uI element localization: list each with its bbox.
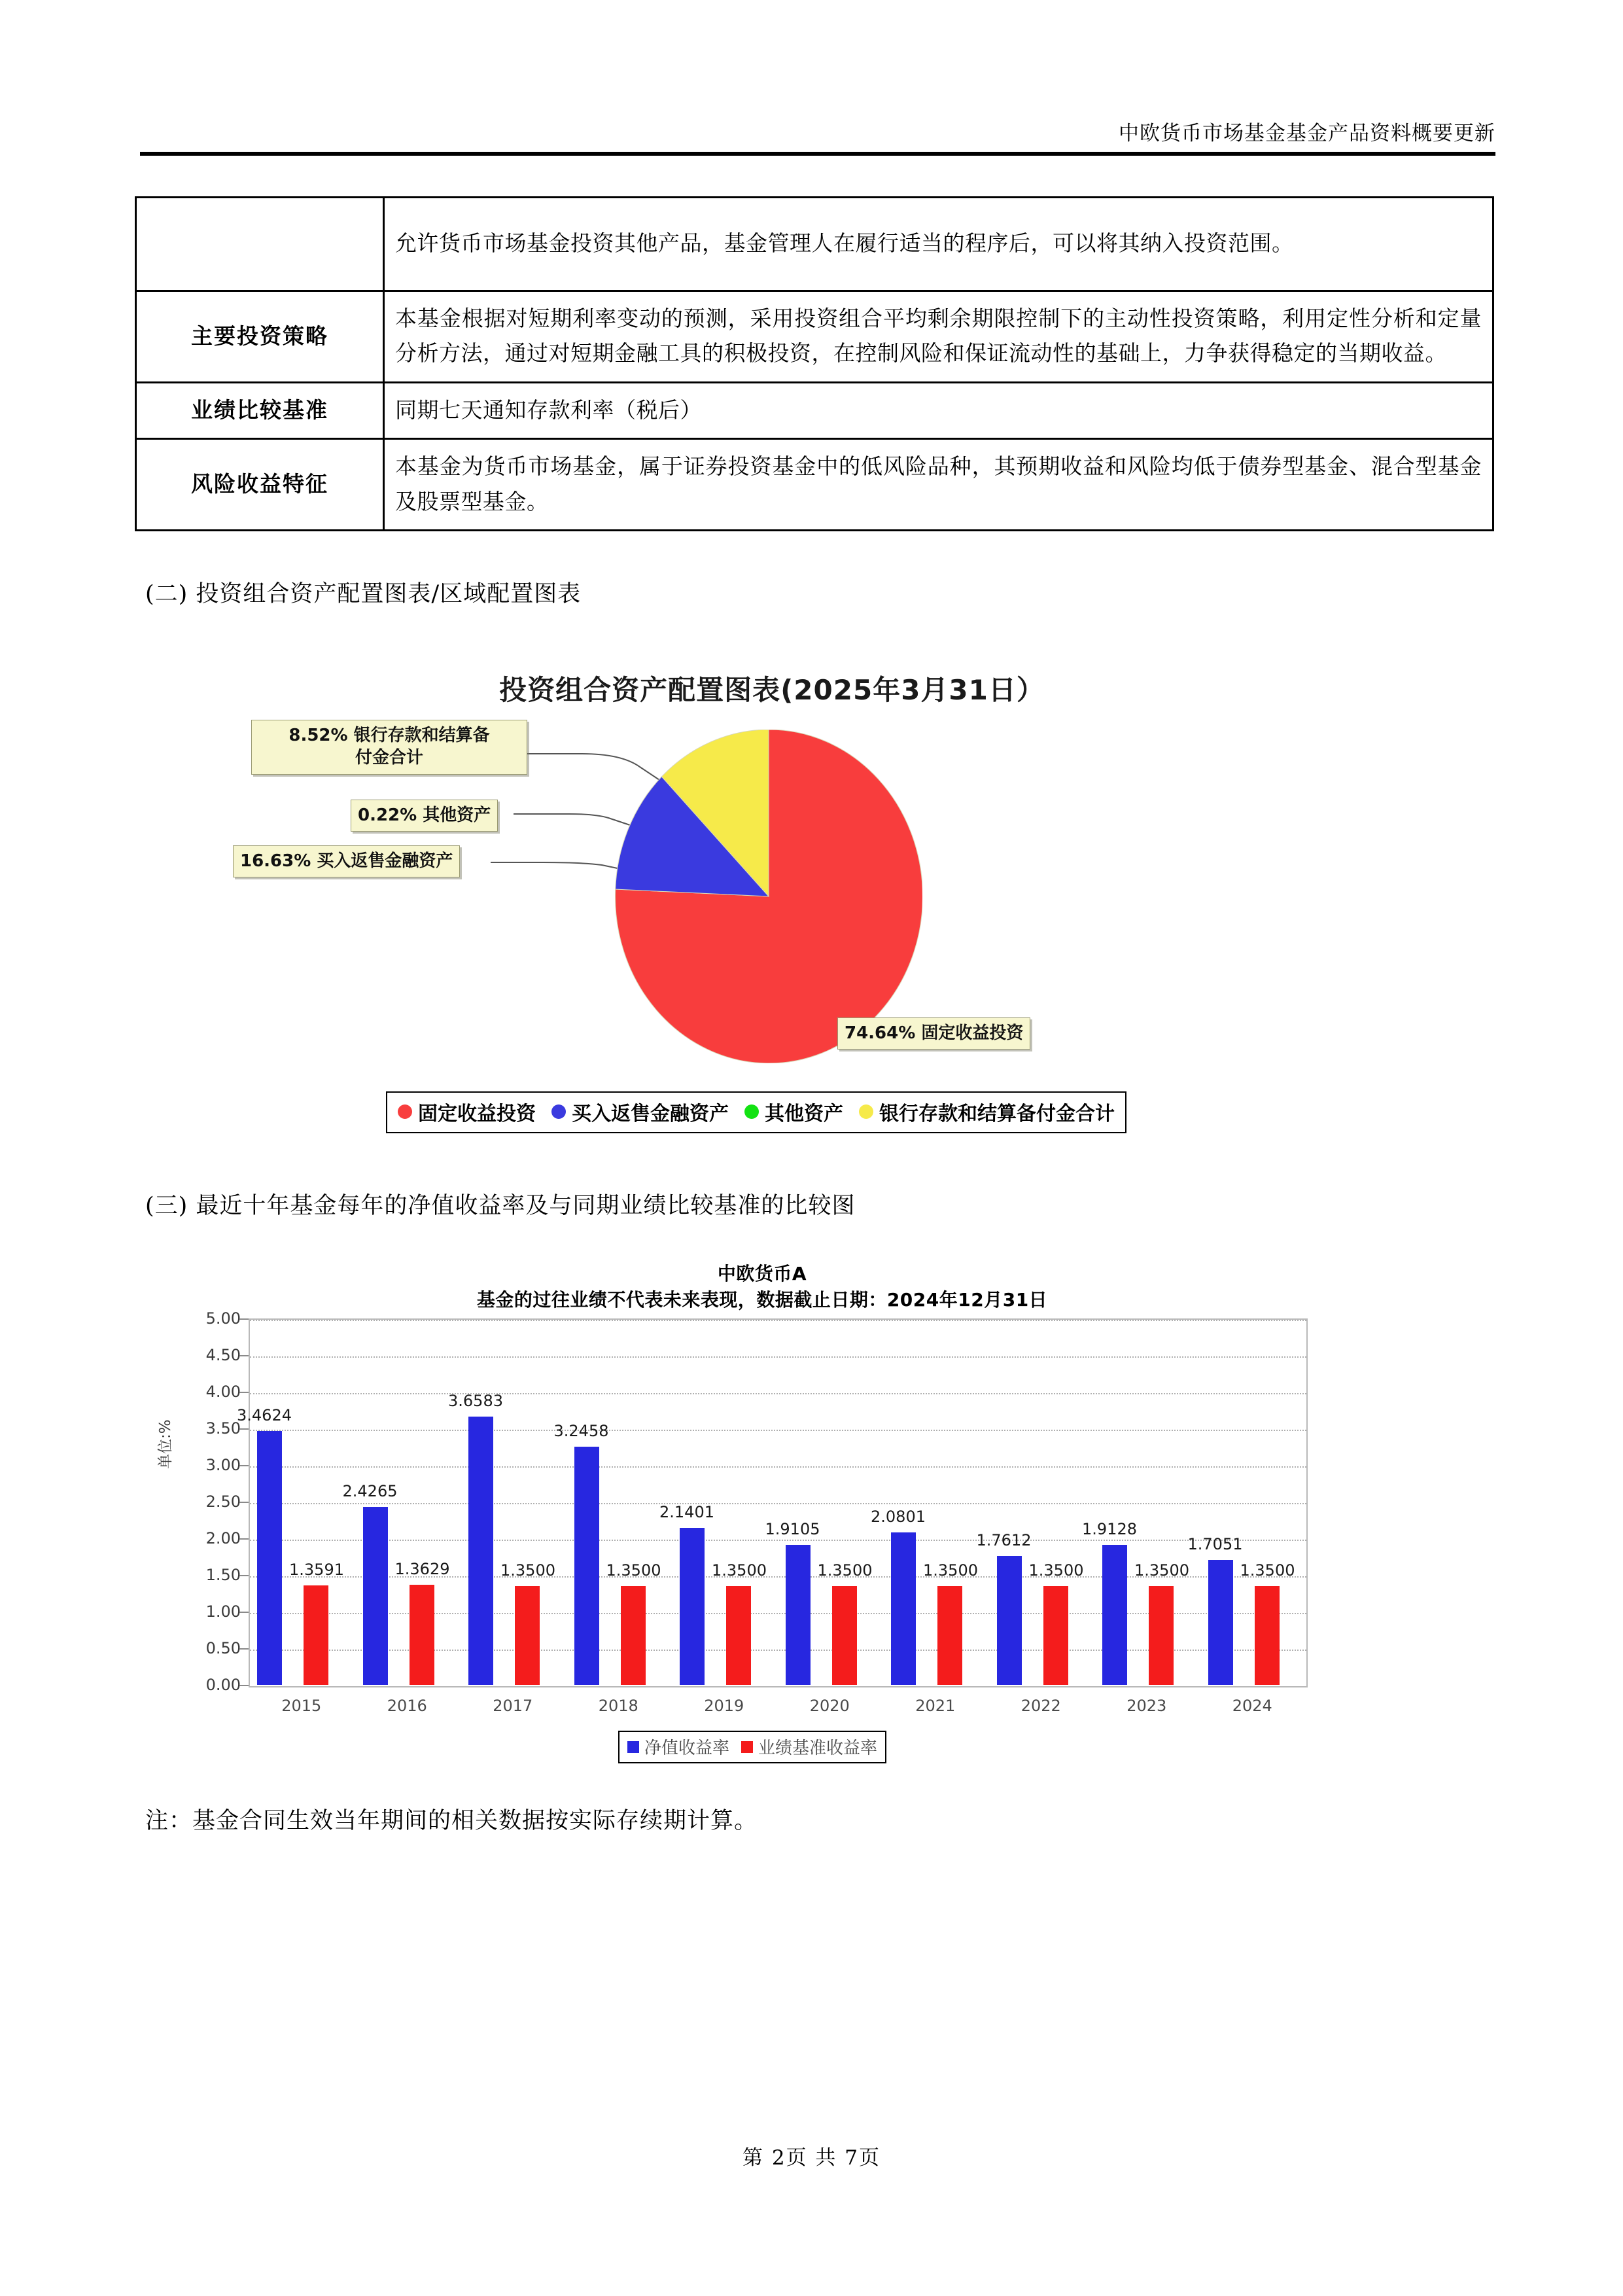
legend-label: 固定收益投资	[418, 1103, 536, 1125]
bar-value-label: 1.3500	[712, 1561, 767, 1580]
x-tick-label: 2017	[493, 1697, 533, 1715]
bar-value-label: 3.4624	[237, 1406, 292, 1425]
bar-group	[871, 1318, 988, 1685]
bar-value-label: 3.2458	[553, 1422, 609, 1441]
page-header-title: 中欧货币市场基金基金产品资料概要更新	[1119, 122, 1495, 145]
y-tick-mark	[239, 1318, 249, 1320]
annual-return-bar-chart	[157, 1253, 1367, 1786]
bar-value-label: 2.1401	[659, 1503, 714, 1522]
bar-benchmark-return	[515, 1586, 540, 1685]
bar-nav-return	[997, 1556, 1022, 1685]
bar-group	[1082, 1318, 1200, 1685]
y-tick-mark	[239, 1575, 249, 1576]
legend-label: 净值收益率	[644, 1739, 730, 1758]
y-tick-mark	[239, 1428, 249, 1430]
y-tick-label: 3.50	[205, 1419, 241, 1438]
y-tick-mark	[239, 1392, 249, 1393]
x-tick-label: 2022	[1021, 1697, 1061, 1715]
bar-group	[765, 1318, 883, 1685]
header-rule	[140, 152, 1495, 156]
fund-info-table	[135, 196, 1494, 531]
pie-callout-bank-deposits	[251, 720, 527, 775]
table-row	[136, 382, 1493, 438]
legend-dot-blue-icon	[551, 1104, 566, 1119]
bar-value-label: 1.3500	[1134, 1561, 1189, 1580]
bar-benchmark-return	[1149, 1586, 1174, 1685]
y-tick-mark	[239, 1538, 249, 1540]
section-heading-3: (三) 最近十年基金每年的净值收益率及与同期业绩比较基准的比较图	[145, 1193, 856, 1219]
bar-value-label: 1.3500	[817, 1561, 873, 1580]
y-tick-mark	[239, 1685, 249, 1686]
bar-benchmark-return	[1043, 1586, 1068, 1685]
legend-item-nav-return	[627, 1735, 729, 1759]
y-tick-label: 1.50	[205, 1566, 241, 1584]
legend-dot-red-icon	[398, 1104, 412, 1119]
bar-benchmark-return	[304, 1585, 328, 1685]
legend-label: 银行存款和结算备付金合计	[879, 1103, 1115, 1125]
table-body	[136, 198, 1493, 531]
bar-nav-return	[257, 1431, 282, 1685]
bar-nav-return	[891, 1532, 916, 1685]
pie-chart-legend	[386, 1091, 1126, 1133]
bar-value-label: 1.7051	[1187, 1535, 1243, 1554]
y-tick-label: 3.00	[205, 1456, 241, 1474]
row-body: 同期七天通知存款利率（税后）	[384, 382, 1493, 438]
bar-chart-bars	[237, 1318, 1305, 1685]
bar-value-label: 1.3500	[923, 1561, 978, 1580]
y-tick-label: 0.50	[205, 1639, 241, 1657]
pie-callout-bank-line2: 付金合计	[355, 748, 423, 768]
bar-value-label: 1.3500	[1028, 1561, 1084, 1580]
legend-square-blue-icon	[627, 1741, 639, 1753]
page-footer: 第 2页 共 7页	[742, 2146, 881, 2170]
pie-callout-fixed-income: 74.64% 固定收益投资	[837, 1017, 1030, 1050]
y-tick-label: 1.00	[205, 1602, 241, 1621]
y-tick-mark	[239, 1502, 249, 1503]
legend-dot-green-icon	[744, 1104, 759, 1119]
bar-value-label: 1.7612	[976, 1530, 1032, 1549]
pie-callout-reverse-repo: 16.63% 买入返售金融资产	[233, 845, 460, 877]
bar-chart-subtitle: 基金的过往业绩不代表未来表现，数据截止日期：2024年12月31日	[476, 1289, 1048, 1311]
y-tick-label: 2.00	[205, 1529, 241, 1547]
legend-item-reverse-repo	[551, 1097, 729, 1126]
bar-value-label: 1.3629	[394, 1560, 450, 1579]
bar-nav-return	[1102, 1545, 1127, 1685]
row-label	[136, 198, 384, 291]
bar-value-label: 1.9128	[1082, 1519, 1137, 1538]
bar-benchmark-return	[726, 1586, 751, 1685]
bar-value-label: 2.0801	[871, 1508, 926, 1527]
bar-nav-return	[1208, 1560, 1233, 1685]
bar-value-label: 1.9105	[765, 1520, 820, 1539]
bar-benchmark-return	[621, 1586, 646, 1685]
bar-benchmark-return	[410, 1585, 434, 1685]
asset-allocation-pie-chart	[216, 654, 1328, 1142]
row-label: 业绩比较基准	[136, 382, 384, 438]
row-label: 风险收益特征	[136, 439, 384, 531]
bar-group	[976, 1318, 1094, 1685]
bar-benchmark-return	[1255, 1586, 1280, 1685]
legend-label: 其他资产	[765, 1103, 843, 1125]
table-row	[136, 439, 1493, 531]
bar-group	[553, 1318, 672, 1685]
legend-label: 业绩基准收益率	[758, 1739, 878, 1758]
bar-nav-return	[574, 1447, 599, 1685]
table-row	[136, 198, 1493, 291]
bar-value-label: 1.3500	[606, 1561, 661, 1580]
y-tick-mark	[239, 1465, 249, 1466]
x-tick-label: 2021	[915, 1697, 956, 1715]
bar-group	[659, 1318, 777, 1685]
legend-item-bank-deposits	[859, 1097, 1115, 1126]
pie-callout-other-assets: 0.22% 其他资产	[351, 800, 498, 832]
bar-group	[342, 1318, 461, 1685]
x-tick-label: 2024	[1232, 1697, 1272, 1715]
table-row	[136, 291, 1493, 383]
bar-chart-legend	[618, 1731, 886, 1763]
bar-nav-return	[468, 1417, 493, 1685]
chart-note: 注：基金合同生效当年期间的相关数据按实际存续期计算。	[145, 1808, 758, 1834]
legend-item-other-assets	[744, 1097, 843, 1126]
x-tick-label: 2016	[387, 1697, 427, 1715]
x-tick-label: 2023	[1126, 1697, 1167, 1715]
bar-value-label: 2.4265	[342, 1482, 398, 1501]
y-tick-label: 0.00	[205, 1676, 241, 1694]
y-tick-label: 5.00	[205, 1309, 241, 1328]
bar-nav-return	[680, 1528, 705, 1685]
bar-benchmark-return	[832, 1586, 857, 1685]
bar-group	[1187, 1318, 1306, 1685]
y-tick-label: 4.50	[205, 1346, 241, 1364]
x-tick-label: 2018	[598, 1697, 638, 1715]
legend-label: 买入返售金融资产	[572, 1103, 729, 1125]
legend-item-benchmark-return	[741, 1735, 877, 1759]
pie-chart-title: 投资组合资产配置图表(2025年3月31日）	[499, 674, 1045, 706]
bar-chart-y-axis-label: 单位:%	[157, 1419, 174, 1469]
pie-callout-bank-line1: 8.52% 银行存款和结算备	[288, 726, 490, 745]
pie-slices	[615, 730, 922, 1063]
x-tick-label: 2020	[809, 1697, 850, 1715]
y-tick-mark	[239, 1612, 249, 1613]
y-tick-label: 2.50	[205, 1492, 241, 1511]
row-body: 本基金根据对短期利率变动的预测，采用投资组合平均剩余期限控制下的主动性投资策略，利用定性分析和定量分析方法，通过对短期金融工具的积极投资，在控制风险和保证流动性的基础上，力争获得稳定的当期收益。	[384, 291, 1493, 383]
bar-value-label: 1.3500	[500, 1561, 555, 1580]
y-tick-mark	[239, 1648, 249, 1650]
legend-dot-yellow-icon	[859, 1104, 873, 1119]
bar-nav-return	[363, 1507, 388, 1685]
bar-nav-return	[786, 1545, 811, 1685]
bar-group	[448, 1318, 566, 1685]
row-label: 主要投资策略	[136, 291, 384, 383]
bar-value-label: 1.3591	[289, 1560, 344, 1579]
legend-square-red-icon	[741, 1741, 753, 1753]
x-tick-label: 2019	[704, 1697, 744, 1715]
row-body: 允许货币市场基金投资其他产品，基金管理人在履行适当的程序后，可以将其纳入投资范围。	[384, 198, 1493, 291]
section-heading-2: (二) 投资组合资产配置图表/区域配置图表	[145, 581, 582, 607]
legend-item-fixed-income	[398, 1097, 536, 1126]
x-tick-label: 2015	[281, 1697, 322, 1715]
y-tick-label: 4.00	[205, 1383, 241, 1401]
bar-chart-title: 中欧货币A	[717, 1263, 807, 1284]
row-body: 本基金为货币市场基金，属于证券投资基金中的低风险品种，其预期收益和风险均低于债券型基金、混合型基金及股票型基金。	[384, 439, 1493, 531]
bar-group	[237, 1318, 355, 1685]
bar-value-label: 3.6583	[448, 1392, 503, 1411]
bar-benchmark-return	[937, 1586, 962, 1685]
y-tick-mark	[239, 1355, 249, 1356]
pie-graphic	[615, 730, 922, 1063]
bar-value-label: 1.3500	[1240, 1561, 1295, 1580]
